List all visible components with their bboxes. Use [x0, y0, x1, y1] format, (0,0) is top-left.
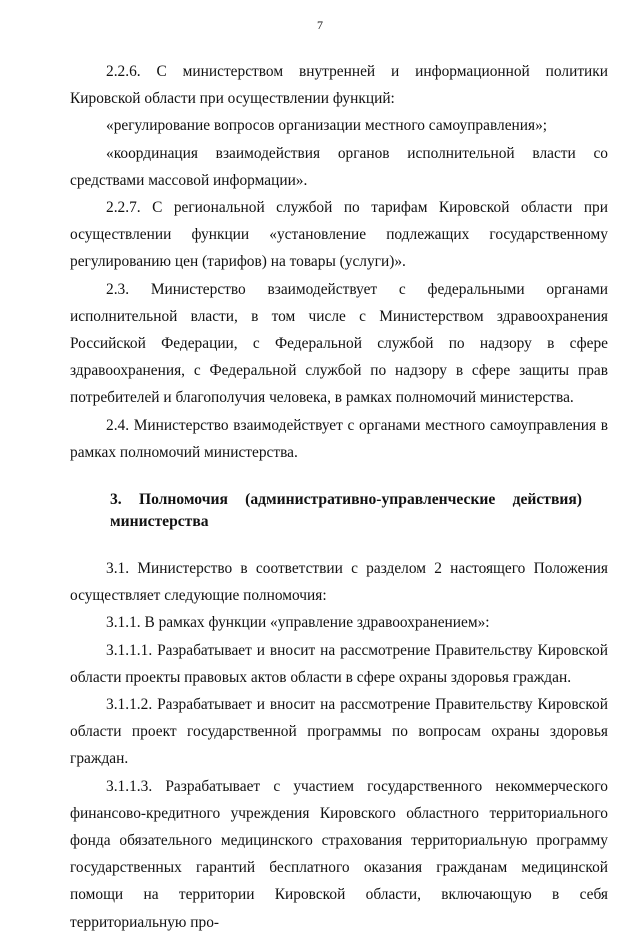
section-heading: 3. Полномочия (административно-управленческие действия) министерства: [110, 491, 582, 531]
page-number: 7: [317, 18, 323, 32]
paragraph-3-1-1-1: 3.1.1.1. Разрабатывает и вносит на рассмотрение Правительству Кировской области проекты правовых актов области в сфере охраны здоровья граждан.: [70, 641, 608, 686]
heading-spacer: [70, 533, 608, 555]
paragraph-2-2-7: 2.2.7. С региональной службой по тарифам Кировской области при осуществлении функции «установление подлежащих государственному регулированию цен (тарифов) на товары (услуги)».: [70, 199, 608, 271]
paragraph-2-4: 2.4. Министерство взаимодействует с органами местного самоуправления в рамках полномочий министерства.: [70, 416, 608, 461]
paragraph-3-1-1-2: 3.1.1.2. Разрабатывает и вносит на рассмотрение Правительству Кировской области проект государственной программы по вопросам охраны здоровья граждан.: [70, 696, 608, 768]
paragraph-function-self-government: «регулирование вопросов организации местного самоуправления»;: [106, 117, 548, 135]
paragraph-3-1-1: 3.1.1. В рамках функции «управление здравоохранением»:: [106, 614, 490, 632]
document-body: [70, 58, 608, 936]
paragraph-2-3: 2.3. Министерство взаимодействует с федеральными органами исполнительной власти, в том числе с Министерством здравоохранения Российской Федерации, с Федеральной службой по надзору в сфере здравоохранения, с Федеральной службой по надзору в сфере защиты прав потребителей и благополучия человека, в рамках полномочий министерства.: [70, 280, 608, 407]
section-spacer: [70, 466, 608, 489]
paragraph-2-2-6: 2.2.6. С министерством внутренней и информационной политики Кировской области при осуществлении функций:: [70, 63, 608, 108]
paragraph-3-1: 3.1. Министерство в соответствии с разделом 2 настоящего Положения осуществляет следующие полномочия:: [70, 560, 608, 605]
paragraph-3-1-1-3: 3.1.1.3. Разрабатывает с участием государственного некоммерческого финансово-кредитного учреждения Кировского областного территориального фонда обязательного медицинского страхования территориальную программу государственных гарантий бесплатного оказания гражданам медицинской помощи на территории Кировской области, включающую в себя территориальную про-: [70, 777, 608, 931]
paragraph-function-media-coordination: «координация взаимодействия органов исполнительной власти со средствами массовой информации».: [70, 144, 608, 189]
